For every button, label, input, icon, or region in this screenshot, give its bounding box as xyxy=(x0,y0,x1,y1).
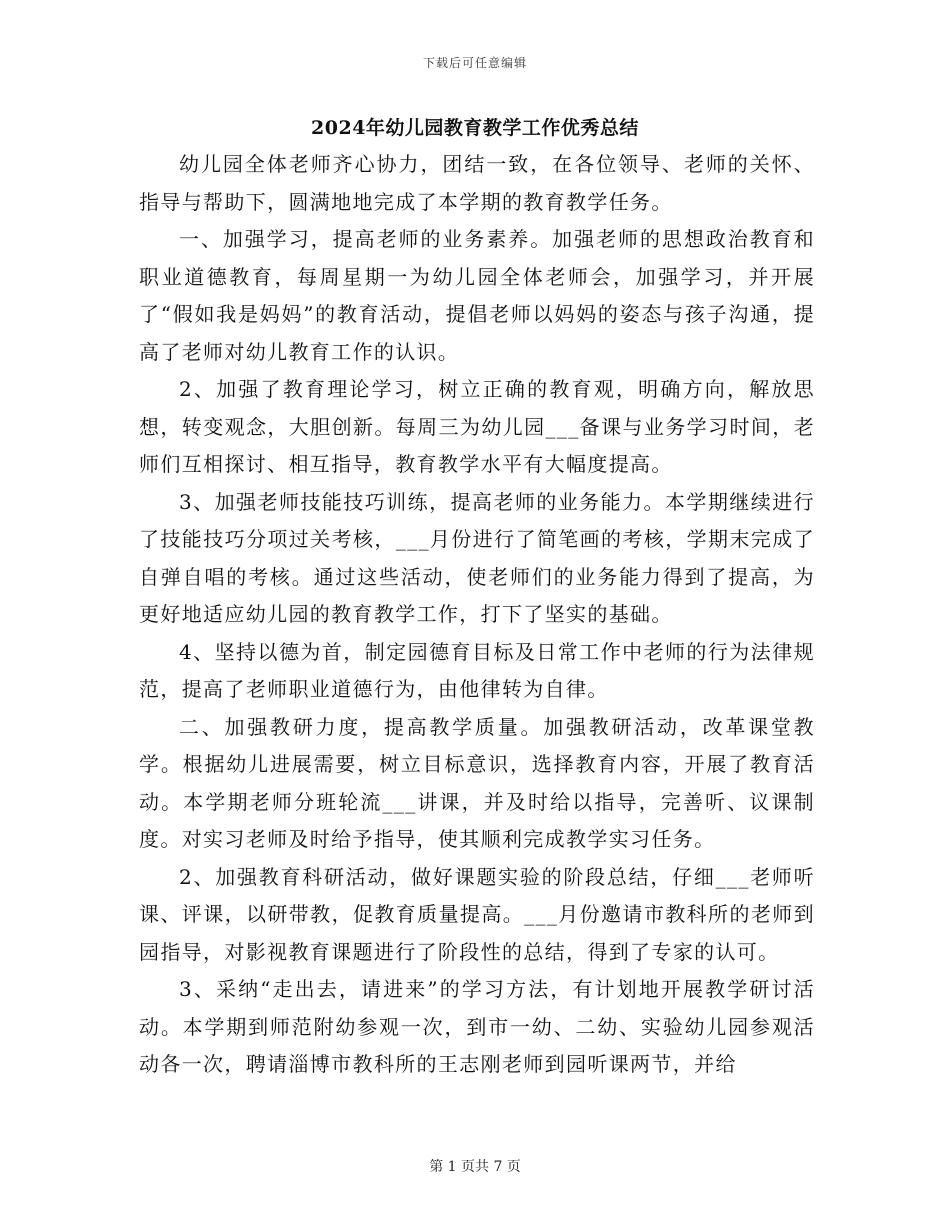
paragraph-section-1: 一、加强学习，提高老师的业务素养。加强老师的思想政治教育和职业道德教育，每周星期一为幼儿园全体老师会，加强学习，并开展了“假如我是妈妈”的教育活动，提倡老师以妈妈的姿态与孩子沟通，提高了老师对幼儿教育工作的认识。 xyxy=(139,227,815,364)
document-body xyxy=(139,146,815,1084)
paragraph-item-2-research: 2、加强教育科研活动，做好课题实验的阶段总结，仔细___老师听课、评课，以研带教，促教育质量提高。___月份邀请市教科所的老师到园指导，对影视教育课题进行了阶段性的总结，得到了专家的认可。 xyxy=(139,864,815,964)
page-number: 第 1 页共 7 页 xyxy=(429,1159,521,1175)
paragraph-item-4-ethics: 4、坚持以德为首，制定园德育目标及日常工作中老师的行为法律规范，提高了老师职业道德行为，由他律转为自律。 xyxy=(139,639,815,701)
paragraph-item-2-theory: 2、加强了教育理论学习，树立正确的教育观，明确方向，解放思想，转变观念，大胆创新。每周三为幼儿园___备课与业务学习时间，老师们互相探讨、相互指导，教育教学水平有大幅度提高。 xyxy=(139,377,815,476)
paragraph-intro: 幼儿园全体老师齐心协力，团结一致，在各位领导、老师的关怀、指导与帮助下，圆满地地完成了本学期的教育教学任务。 xyxy=(139,152,815,214)
header-note: 下载后可任意编辑 xyxy=(422,56,527,70)
paragraph-item-3-skills: 3、加强老师技能技巧训练，提高老师的业务能力。本学期继续进行了技能技巧分项过关考核，___月份进行了简笔画的考核，学期末完成了自弹自唱的考核。通过这些活动，使老师们的业务能力得到了提高，为更好地适应幼儿园的教育教学工作，打下了坚实的基础。 xyxy=(139,489,815,626)
paragraph-item-3-exchange: 3、采纳“走出去，请进来”的学习方法，有计划地开展教学研讨活动。本学期到师范附幼参观一次，到市一幼、二幼、实验幼儿园参观活动各一次，聘请淄博市教科所的王志刚老师到园听课两节，并给 xyxy=(139,977,815,1076)
paragraph-section-2: 二、加强教研力度，提高教学质量。加强教研活动，改革课堂教学。根据幼儿进展需要，树立目标意识，选择教育内容，开展了教育活动。本学期老师分班轮流___讲课，并及时给以指导，完善听、议课制度。对实习老师及时给予指导，使其顺利完成教学实习任务。 xyxy=(139,714,815,851)
document-title: 2024年幼儿园教育教学工作优秀总结 xyxy=(311,117,639,139)
